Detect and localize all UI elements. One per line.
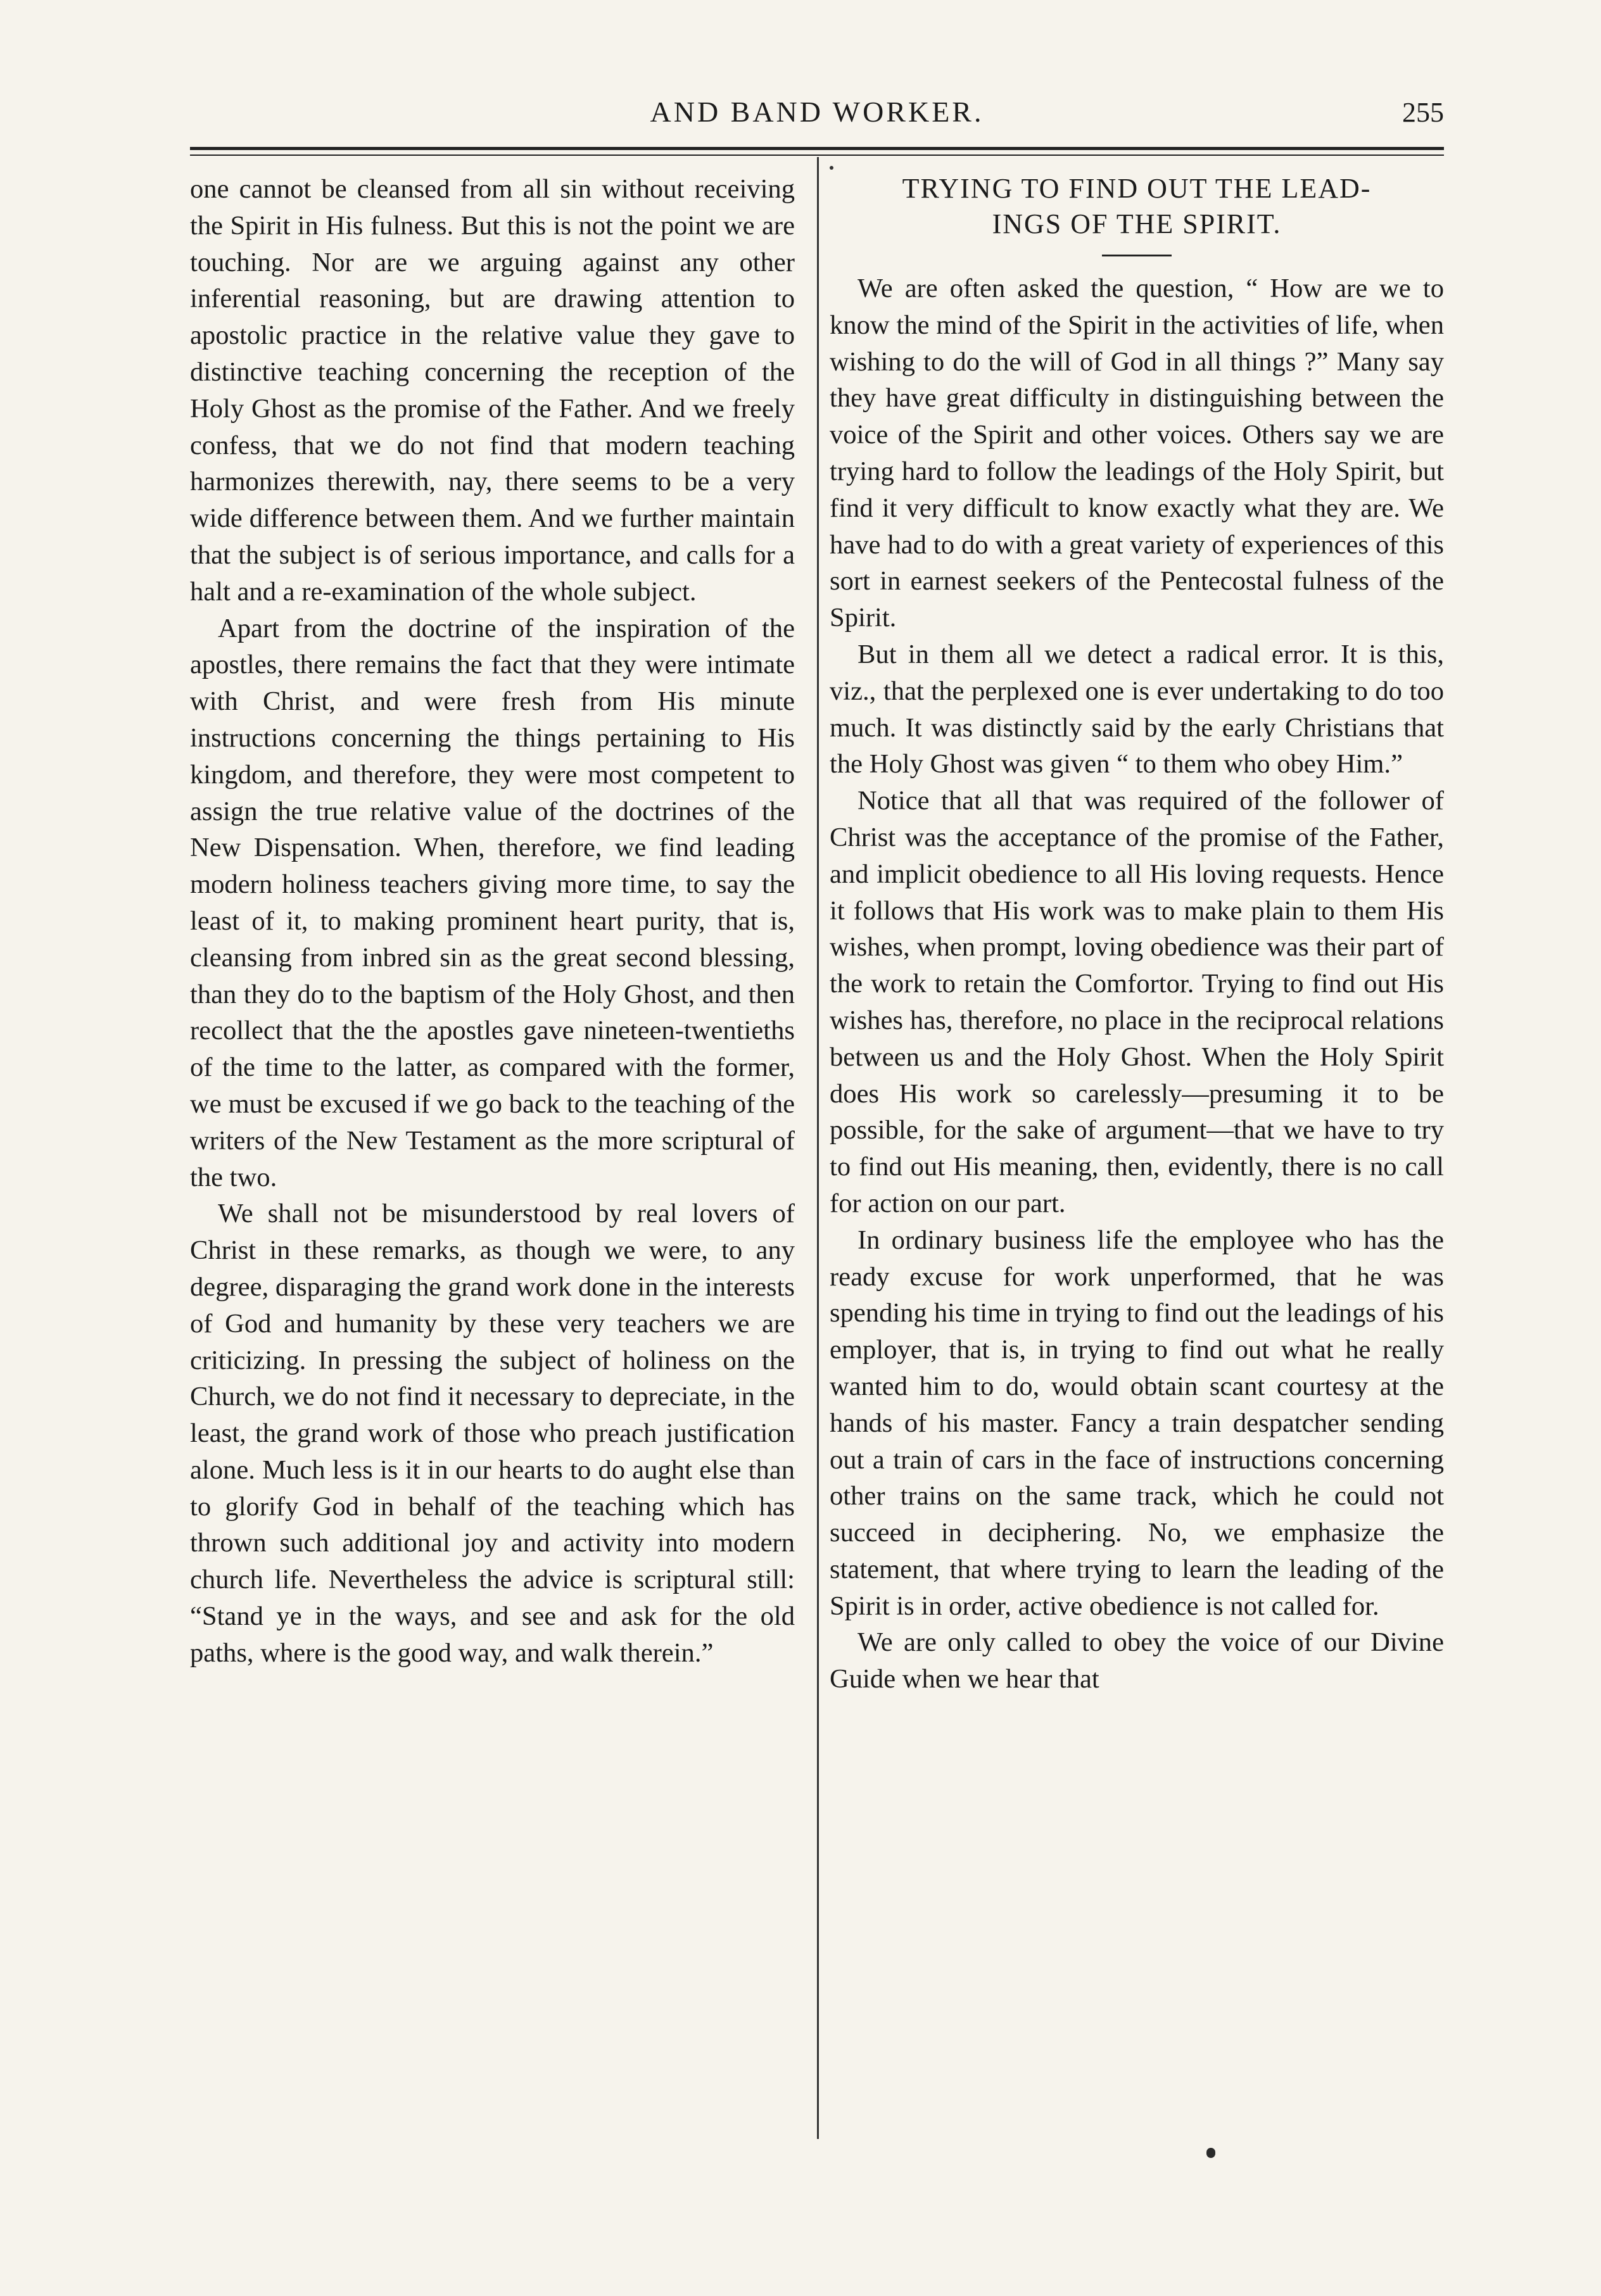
left-column [190,171,795,1672]
page-number: 255 [1402,97,1444,128]
running-header [190,95,1444,139]
article-title-line-1: TRYING TO FIND OUT THE LEAD- [902,173,1372,204]
article-title-line-2: INGS OF THE SPIRIT. [992,208,1282,239]
left-paragraph-2: Apart from the doctrine of the inspiration of the apostles, there remains the fact that they were intimate with Christ, and were fresh from His minute instructions concerning the things pertaining to His kingdom, and therefore, they were most competent to assign the true relative value of the doctrines of the New Dispensation. When, therefore, we find leading modern holiness teachers giving more time, to say the least of it, to making prominent heart purity, that is, cleansing from inbred sin as the great second blessing, than they do to the baptism of the Holy Ghost, and then recollect that the the apostles gave nineteen-twentieths of the time to the latter, as compared with the former, we must be excused if we go back to the teaching of the writers of the New Testament as the more scriptural of the two. [190,613,795,1192]
right-paragraph-1: We are often asked the question, “ How are we to know the mind of the Spirit in the activities of life, when wishing to do the will of God in all things ?” Many say they have great difficulty in distinguishing between the voice of the Spirit and other voices. Others say we are trying hard to follow the leadings of the Holy Spirit, but find it very difficult to know exactly what they are. We have had to do with a great variety of experiences of this sort in earnest seekers of the Pentecostal fulness of the Spirit. [830,274,1444,633]
right-paragraph-4: In ordinary business life the employee who has the ready excuse for work unperformed, that he was spending his time in trying to find out the leadings of his employer, that is, in trying to find out what he really wanted him to do, would obtain scant courtesy at the hands of his master. Fancy a train despatcher sending out a train of cars in the face of instructions concerning other trains on the same track, which he could not succeed in deciphering. No, we emphasize the statement, that where trying to learn the leading of the Spirit is in order, active obedience is not called for. [830,1225,1444,1621]
right-paragraph-5: We are only called to obey the voice of our Divine Guide when we hear that [830,1627,1444,1694]
column-divider [817,157,819,2139]
right-column [830,171,1444,1698]
right-paragraph-2: But in them all we detect a radical error. It is this, viz., that the perplexed one is ever undertaking to do too much. It was distinctly said by the early Christians that the Holy Ghost was given “ to them who obey Him.” [830,639,1444,779]
right-paragraph-3: Notice that all that was required of the follower of Christ was the acceptance of the promise of the Father, and implicit obedience to all His loving requests. Hence it follows that His work was to make plain to them His wishes, when prompt, loving obedience was their part of the work to retain the Comfortor. Trying to find out His wishes has, therefore, no place in the reciprocal relations between us and the Holy Ghost. When the Holy Spirit does His work so carelessly—presuming it to be possible, for the sake of argument—that we have to try to find out His meaning, then, evidently, there is no call for action on our part. [830,786,1444,1218]
header-title: AND BAND WORKER. [650,96,984,128]
left-paragraph-3: We shall not be misunderstood by real lovers of Christ in these remarks, as though we were, to any degree, disparaging the grand work done in the interests of God and humanity by these very teachers we are criticizing. In pressing the subject of holiness on the Church, we do not find it necessary to depreciate, in the least, the grand work of those who preach justification alone. Much less is it in our hearts to do aught else than to glorify God in behalf of the teaching which has thrown such additional joy and activity into modern church life. Nevertheless the advice is scriptural still: “Stand ye in the ways, and see and ask for the old paths, where is the good way, and walk therein.” [190,1199,795,1668]
header-rule-thin [190,155,1444,156]
print-dot-mark [830,166,833,170]
ink-blot-mark [1206,2148,1215,2158]
left-paragraph-1: one cannot be cleansed from all sin without receiving the Spirit in His fulness. But this is not the point we are touching. Nor are we arguing against any other inferential reasoning, but are drawing attention to apostolic practice in the relative value they gave to distinctive teaching concerning the reception of the Holy Ghost as the promise of the Father. And we freely confess, that we do not find that modern teaching harmonizes therewith, nay, there seems to be a very wide difference between them. And we further maintain that the subject is of serious importance, and calls for a halt and a re-examination of the whole subject. [190,174,795,607]
header-rule-thick [190,147,1444,150]
title-separator-rule [1102,255,1172,256]
article-title [830,171,1444,242]
